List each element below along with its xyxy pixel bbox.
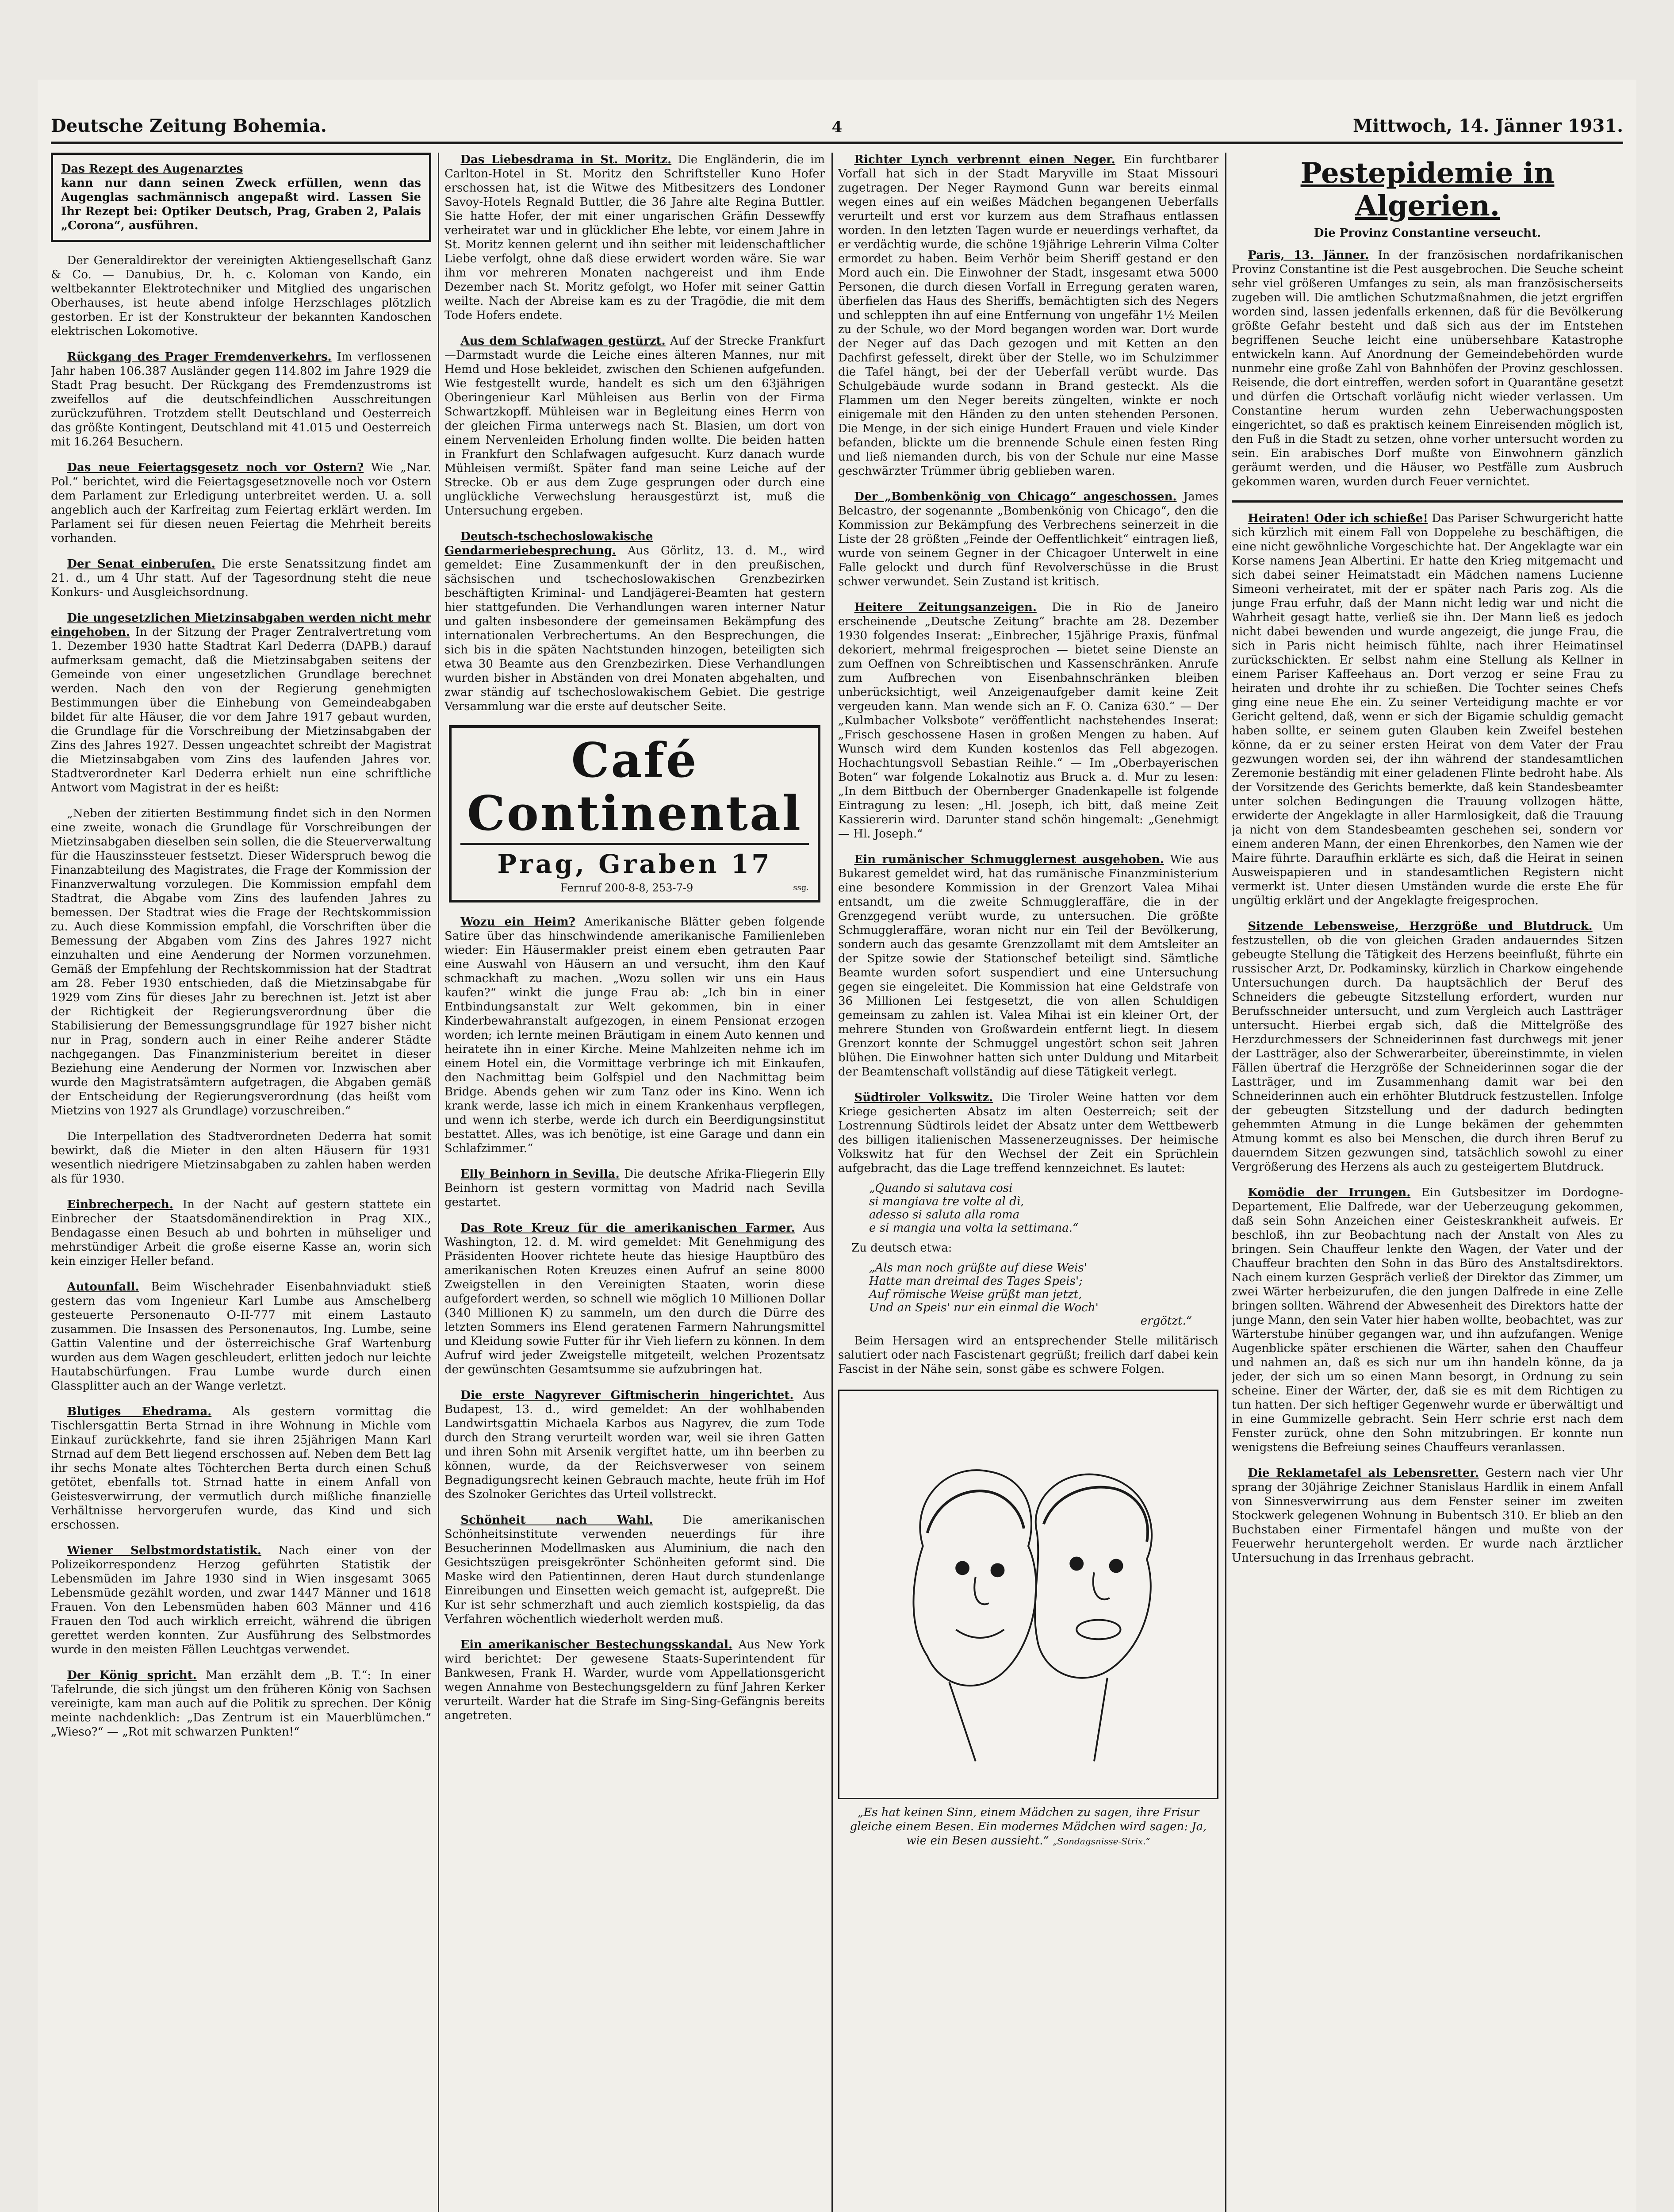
cartoon-faces-drawing — [844, 1395, 1213, 1793]
article — [444, 530, 825, 714]
article-text: Wie aus Bukarest gemeldet wird, hat das rumänische Finanzministerium eine besondere Kommission in der Grenzort Valea Mihai entsandt, um die zweite Schmuggleraffäre, die in der Grenzgegend verübt wurde, zu untersuchen. Die größte Schmuggleraffäre, woran nicht nur ein Teil der Bevölkerung, sondern auch das gesamte Grenzzollamt mit dem Amtsleiter an der Spitze sowie der Stationschef beteiligt sind. Sämtliche Beamte wurden sofort suspendiert und eine Untersuchung gegen sie eingeleitet. Die Kommission hat eine Geldstrafe von 36 Millionen Lei festgesetzt, die von allen Schuldigen gemeinsam zu zahlen ist. Valea Mihai ist ein kleiner Ort, der mehrere Stunden von Großwardein entfernt liegt. In diesem Grenzort konnte der Schmuggel ungestört schon seit Jahren blühen. Die Einwohner hatten sich unter Duldung und Mitarbeit der Beamtenschaft vollständig auf diese Tätigkeit verlegt. — [838, 853, 1218, 1079]
verse-line: ergötzt.“ — [1140, 1314, 1192, 1328]
article-text: Aus New York wird berichtet: Der gewesene Staats-Superintendent für Bankwesen, Frank H. Warder, wurde vom Appellationsgericht wegen Annahme von Bestechungsgeldern zu fünf Jahren Kerker verurteilt. Warder hat die Strafe im Sing-Sing-Gefängnis bereits angetreten. — [444, 1638, 825, 1722]
article — [444, 1221, 825, 1377]
section-divider — [1232, 500, 1623, 503]
article — [51, 611, 431, 795]
article-heading: Sitzende Lebensweise, Herzgröße und Blutdruck. — [1248, 920, 1593, 933]
article-heading: Schönheit nach Wahl. — [460, 1513, 653, 1527]
article — [444, 915, 825, 1156]
article — [444, 153, 825, 323]
article — [51, 1280, 431, 1393]
article-heading: Einbrecherpech. — [67, 1198, 173, 1211]
column-rule — [1225, 153, 1226, 2212]
article-text: Nach einer von der Polizeikorrespondenz Herzog geführten Statistik der Lebensmüden im Jahre 1930 sind in Wien insgesamt 3065 Lebensmüde gezählt worden, und zwar 1447 Männer und 1618 Frauen. Von den Lebensmüden haben 603 Männer und 416 Frauen den Tod auch wirklich erreicht, während die übrigen gerettet werden konnten. Zur Ausführung des Selbstmordes wurde in den meisten Fällen Leuchtgas verwendet. — [51, 1544, 431, 1656]
article — [838, 490, 1218, 589]
verse-line: Und an Speis' nur ein einmal die Woch' — [869, 1301, 1099, 1314]
article-heading: Das Rezept des Augenarztes — [61, 162, 243, 176]
article-text: Auf der Strecke Frankfurt—Darmstadt wurde die Leiche eines älteren Mannes, nur mit Hemd und Hose bekleidet, zwischen den Schienen aufgefunden. Wie festgestellt wurde, handelt es sich um den 63jährigen Oberingenieur Karl Mühleisen aus Berlin von der Firma Schwartzkopff. Mühleisen war in Begleitung eines Herrn von der gleichen Firma unterwegs nach St. Blasien, um dort von einem Nervenleiden Erholung finden wollte. Die beiden hatten in Frankfurt den Schlafwagen aufgesucht. Kurz danach wurde Mühleisen vermißt. Später fand man seine Leiche auf der Strecke. Ob er aus dem Zuge gesprungen oder durch eine unglückliche Verwechslung herausgestürzt ist, muß die Untersuchung ergeben. — [444, 334, 825, 518]
caption-credit: „Sondagsnisse-Strix.“ — [1053, 1836, 1150, 1847]
article-heading: Südtiroler Volkswitz. — [854, 1091, 993, 1104]
italian-verse — [869, 1182, 1218, 1235]
article-text: Das Pariser Schwurgericht hatte sich kürzlich mit einem Fall von Doppelehe zu beschäftigen, die eine nicht gewöhnliche Vorgeschichte hat. Der Angeklagte war ein Korse namens Jean Albertini. Er hatte den Krieg mitgemacht und sich dabei seiner Heimatstadt ein Mädchen namens Lucienne Simeoni verheiratet, mit der er später nach Paris zog. Als die junge Frau erfuhr, daß der Mann nicht ledig war und nicht die Wahrheit gesagt hatte, verließ sie ihn. Der Mann ließ es jedoch nicht dabei bewenden und wurde angezeigt, die junge Frau, die sich in Paris nicht heimisch fühlte, nach ihrer Heimatinsel zurückschickten. Er selbst nahm eine Stellung als Kellner in einem Pariser Kaffeehaus an. Dort verzog er seine Frau zu heiraten und drohte ihr zu schießen. Die Tochter seines Chefs ging eine neue Ehe ein. Zu seiner Verteidigung machte er vor Gericht geltend, daß, wenn er sich der Bigamie schuldig gemacht haben sollte, er seinem guten Glauben kein Zweifel bestehen könne, da er zu seiner ersten Heirat von dem Vater der Frau gezwungen worden sei, der ihn während der standesamtlichen Zeremonie beständig mit einer geladenen Flinte bedroht habe. Als der Vorsitzende des Gerichts bemerkte, daß kein Standesbeamter unter solchen Bedingungen die Trauung vollzogen hätte, erwiderte der Angeklagte in aller Harmlosigkeit, daß die Trauung ja nicht von dem Standesbeamten geschehen sei, sondern vor einem anderen Mann, der einen Ehrenkorbes, den Namen wie der Maire führte. Daraufhin erklärte es sich, daß die Heirat in seinen Ausweispapieren und in standesamtlichen Registern nicht vermerkt ist. Unter diesen Umständen wurde die erste Ehe für ungültig erklärt und der Angeklagte freigesprochen. — [1232, 512, 1623, 907]
article-heading: Die ungesetzlichen Mietzinsabgaben werden nicht mehr eingehoben. — [51, 611, 431, 639]
article — [838, 853, 1218, 1079]
article — [1232, 919, 1623, 1174]
german-verse — [869, 1261, 1218, 1328]
newspaper-page — [38, 80, 1636, 2212]
article-text: In der französischen nordafrikanischen Provinz Constantine ist die Pest ausgebrochen. Die Seuche scheint sehr viel größeren Umfanges zu sein, als man französischerseits zugeben will. Die amtlichen Schutzmaßnahmen, die jetzt ergriffen worden sind, lassen jedenfalls erkennen, daß für die Bevölkerung größte Gefahr besteht und daß sich aus der im Entstehen begriffenen Seuche leicht eine unübersehbare Katastrophe entwickeln kann. Auf Anordnung der Gemeindebehörden wurde nunmehr eine große Zahl von Bahnhöfen der Provinz geschlossen. Reisende, die dort eintreffen, werden sofort in Quarantäne gesetzt und dürfen die Ortschaft vorläufig nicht wieder verlassen. Um Constantine herum wurden zehn Ueberwachungsposten eingerichtet, so daß es praktisch keinem Einreisenden möglich ist, den Fuß in die Stadt zu setzen, ohne vorher untersucht worden zu sein. Ein arabisches Dorf mußte von Einwohnern gänzlich geräumt werden, und die Häuser, wo Pestfälle zum Ausbruch gekommen waren, wurden durch Feuer vernichtet. — [1232, 249, 1623, 488]
column-3 — [838, 153, 1218, 2212]
article-text: Amerikanische Blätter geben folgende Satire über das hinschwindende amerikanische Familienleben wieder: Ein Häusermakler preist einem eben getrauten Paar eine Auswahl von Häusern an und versucht, ihm den Kauf schmackhaft zu machen. „Wozu sollen wir uns ein Haus kaufen?“ winkt die junge Frau ab: „Ich bin in einer Entbindungsanstalt zur Welt gekommen, bin in einer Kinderbewahranstalt aufgezogen, in einem Pensionat erzogen worden; ich lernte meinen Bräutigam in einem Auto kennen und heiratete ihn in einer Kirche. Meine Mahlzeiten nehme ich im einem Hotel ein, die Vormittage verbringe ich mit Einkaufen, den Nachmittag beim Golfspiel und den Nachmittag beim Bridge. Abends gehen wir zum Tanz oder ins Kino. Wenn ich krank werde, lasse ich mich in einem Krankenhaus verpflegen, und wenn ich sterbe, werde ich durch ein Beerdigungsinstitut bestattet. Alles, was ich benötige, ist eine Garage und dann ein Schlafzimmer.“ — [444, 915, 825, 1155]
article — [838, 1091, 1218, 1376]
article-heading: Die Reklametafel als Lebensretter. — [1248, 1467, 1479, 1480]
article — [444, 1638, 825, 1723]
paper-name: Deutsche Zeitung Bohemia. — [51, 115, 327, 136]
article-heading: Blutiges Ehedrama. — [67, 1405, 212, 1418]
article — [1232, 248, 1623, 489]
article-text: Wie „Nar. Pol.“ berichtet, wird die Feiertagsgesetznovelle noch vor Ostern dem Parlament zur Erledigung unterbreitet werden. U. a. soll angeblich auch der Karfreitag zum Feiertag erklärt werden. Im Parlament sei für diesen neuen Feiertag die Mehrheit bereits vorhanden. — [51, 461, 431, 545]
article-heading: Rückgang des Prager Fremdenverkehrs. — [67, 350, 332, 364]
article-text: Ein furchtbarer Vorfall hat sich in der Stadt Maryville im Staat Missouri zugetragen. Der Neger Raymond Gunn war bereits einmal wegen eines auf ein weißes Mädchen begangenen Ueberfalls verurteilt und erst vor kurzem aus dem Strafhaus entlassen worden. In den letzten Tagen wurde er neuerdings verhaftet, da er verdächtig wurde, die schöne 19jährige Lehrerin Vilma Colter ermordet zu haben. Beim Verhör beim Sheriff gestand er den Mord auch ein. Die Einwohner der Stadt, insgesamt etwa 5000 Personen, die durch diesen Vorfall in Erregung geraten waren, überfielen das Haus des Sheriffs, bemächtigten sich des Negers und schleppten ihn auf eine Entfernung von ungefähr 1½ Meilen zu der Schule, wo der Mord begangen worden war. Dort wurde der Neger auf das Dach gezogen und mit Ketten an den Dachfirst gefesselt, direkt über der Stelle, wo im Schulzimmer die Tafel hängt, bei der der Ueberfall verübt wurde. Das Schulgebäude wurde sodann in Brand gesteckt. Als die Flammen um den Neger bereits züngelten, winkte er noch einigemale mit den Händen zu den unten stehenden Personen. Die Menge, in der sich einige Hundert Frauen und viele Kinder befanden, blickte um die brennende Schule einen festen Ring und ließ niemanden durch, bis von der Schule nur eine Masse geschwärzter Trümmer übrig geblieben waren. — [838, 153, 1218, 478]
page-number: 4 — [831, 119, 843, 136]
verse-line: e si mangia una volta la settimana.“ — [869, 1221, 1079, 1235]
article-text: Die Engländerin, die im Carlton-Hotel in St. Moritz den Schriftsteller Kuno Hofer erschossen hat, ist die Witwe des Mitbesitzers des Londoner Savoy-Hotels Regnald Buttler, die 36 Jahre alte Regina Buttler. Sie hatte Hofer, der mit einer ungarischen Gräfin Dessewffy verheiratet war und in glücklicher Ehe lebte, vor einem Jahre in St. Moritz kennen gelernt und ihn seither mit leidenschaftlicher Liebe verfolgt, ohne daß diese erwidert worden wäre. Sie war ihm vor mehreren Monaten nachgereist und ihm Ende Dezember nach St. Moritz gefolgt, wo Hofer mit seiner Gattin weilte. Nach der Abreise kam es zu der Tragödie, die mit dem Tode Hofers endete. — [444, 153, 825, 322]
verse-line: si mangiava tre volte al dì, — [869, 1195, 1024, 1208]
verse-line: adesso si saluta alla roma — [869, 1208, 1020, 1221]
article-heading: Heitere Zeitungsanzeigen. — [854, 601, 1037, 614]
ad-tag: ssg. — [793, 883, 809, 892]
ad-phone — [460, 881, 809, 895]
article-text: In der Nacht auf gestern stattete ein Einbrecher der Staatsdomänendirektion in Prag XIX., Bendagasse einen Besuch ab und bohrten in mühseliger und mehrstündiger Arbeit die große eiserne Kasse an, worin sich kein einziger Heller befand. — [51, 1198, 431, 1268]
article — [444, 1167, 825, 1210]
verse-line: Hatte man dreimal des Tages Speis'; — [869, 1275, 1083, 1288]
ad-address: Prag, Graben 17 — [497, 849, 772, 879]
article-heading: Das Liebesdrama in St. Moritz. — [460, 153, 672, 166]
section-title: Pestepidemie in Algerien. — [1300, 157, 1555, 223]
article-text: Aus Görlitz, 13. d. M., wird gemeldet: Eine Zusammenkunft der in den preußischen, sächsischen und tschechoslowakischen Grenzbezirken beschäftigten Kriminal- und Landjägerei-Beamten hat gestern hier stattgefunden. Die Verhandlungen waren interner Natur und galten insbesondere der gemeinsamen Bekämpfung des internationalen Verbrechertums. An den Besprechungen, die sich bis in die späten Nachtstunden hinzogen, beteiligten sich etwa 30 Beamte aus den Grenzbezirken. Diese Verhandlungen wurden bisher in Abständen von drei Monaten abgehalten, und zwar ständig auf tschechoslowakischem Gebiet. Die gestrige Versammlung war die erste auf deutscher Seite. — [444, 544, 825, 713]
caption-text: „Es hat keinen Sinn, einem Mädchen zu sagen, ihre Frisur gleiche einem Besen. Ein modernes Mädchen wird sagen: Ja, wie ein Besen aussieht.“ — [850, 1806, 1207, 1847]
section-subtitle: Die Provinz Constantine verseucht. — [1314, 227, 1541, 240]
column-rule — [438, 153, 439, 2212]
article-text: Die Interpellation des Stadtverordneten Dederra hat somit bewirkt, daß die Mieter in den alten Häusern für 1931 wesentlich niedrigere Mietzinsabgaben zu zahlen haben werden als für 1930. — [51, 1130, 431, 1186]
column-1 — [51, 153, 431, 2212]
ad-title: Café Continental — [467, 733, 803, 841]
article — [51, 1405, 431, 1532]
article-text: In der Sitzung der Prager Zentralvertretung vom 1. Dezember 1930 hatte Stadtrat Karl Dederra (DAPB.) darauf aufmerksam gemacht, daß die Mietzinsabgaben seitens der Gemeinde von einer ungesetzlichen Grundlage berechnet werden. Nach den von der Regierung genehmigten Bestimmungen über die Einhebung von Gemeindeabgaben bildet für alte Häuser, die vor dem Jahre 1917 gebaut wurden, die Grundlage für die Vorschreibung der Mietzinsabgaben der Zins des Jahres 1927. Dessen ungeachtet schreibt der Magistrat die Mietzinsabgaben vom Zins des laufenden Jahres vor. Stadtverordneter Karl Dederra erhielt nun eine schriftliche Antwort vom Magistrat in der es heißt: — [51, 626, 431, 795]
article-text: Die Tiroler Weine hatten vor dem Kriege gesicherten Absatz im alten Oesterreich; seit der Lostrennung Südtirols leidet der Absatz unter dem Wettbewerb des billigen italienischen Massenerzeugnisses. Der heimische Volkswitz hat für den Wechsel der Zeit ein Sprüchlein aufgebracht, das die Lage treffend kennzeichnet. Es lautet: — [838, 1091, 1218, 1175]
article — [51, 557, 431, 599]
article — [1232, 1466, 1623, 1565]
column-4 — [1232, 153, 1623, 2212]
article — [51, 350, 431, 449]
verse-line: „Quando si salutava cosi — [869, 1182, 1013, 1195]
cafe-continental-ad — [449, 725, 820, 902]
article-heading: Ein amerikanischer Bestechungsskandal. — [460, 1638, 733, 1651]
article — [51, 253, 431, 338]
article-heading: Wozu ein Heim? — [460, 915, 575, 929]
article — [1232, 1186, 1623, 1455]
article-heading: Der König spricht. — [67, 1669, 197, 1682]
article-text: Die amerikanischen Schönheitsinstitute verwenden neuerdings für ihre Besucherinnen Modellmasken aus Aluminium, die nach den Gesichtszügen preisgekrönter Schönheiten geformt sind. Die Maske wird den Patientinnen, deren Haut durch stundenlange Einreibungen und Einsetten weich gemacht ist, aufgepreßt. Die Kur ist sehr schmerzhaft und auch ziemlich kostspielig, da das Verfahren wöchentlich wiederholt werden muß. — [444, 1513, 825, 1626]
article — [51, 1198, 431, 1268]
article-heading: Das Rote Kreuz für die amerikanischen Farmer. — [460, 1221, 795, 1235]
article-heading: Richter Lynch verbrennt einen Neger. — [854, 153, 1115, 166]
article — [1232, 511, 1623, 908]
article-heading: Aus dem Schlafwagen gestürzt. — [460, 334, 666, 348]
article — [444, 1388, 825, 1502]
article-text: Um festzustellen, ob die von gleichen Graden andauerndes Sitzen gebeugte Stellung die Tätigkeit des Herzens beeinflußt, führte ein russischer Arzt, Dr. Podkaminsky, kürzlich in Charkow eingehende Untersuchungen durch. Da hauptsächlich der Beruf des Schneiders die gebeugte Sitzstellung erfordert, wurden nur Berufsschneider untersucht, und zum Vergleich auch Lastträger untersucht. Hierbei ergab sich, daß die Mittelgröße des Herzdurchmessers der Schneiderinnen fast durchwegs mit jener der Lastträger, also der Schwerarbeiter, übereinstimmte, in vielen Fällen übertraf die Herzgröße der Schneiderinnen sogar die der Lastträger, und im Zusammenhang damit war bei den Schneiderinnen auch ein erhöhter Blutdruck festzustellen. Infolge der gebeugten Sitzstellung und der dadurch bedingten gehemmten Atmung in die Lunge bekämen der gehemmten Atmung kommt es also bei Menschen, die durch ihren Beruf zu dauerndem Sitzen gezwungen sind, tatsächlich sowohl zu einer Vergrößerung des Herzens als auch zu gesteigertem Blutdruck. — [1232, 920, 1623, 1174]
article-text: Die deutsche Afrika-Fliegerin Elly Beinhorn ist gestern vormittag von Madrid nach Sevilla gestartet. — [444, 1167, 825, 1209]
column-rule — [831, 153, 833, 2212]
article-text: „Neben der zitierten Bestimmung findet sich in den Normen eine zweite, wonach die Grundlage für Vorschreibungen der Mietzinsabgaben dieselben sein sollen, die die Steuerverwaltung für die Hauszinssteuer festsetzt. Dieser Widerspruch bewog die Finanzabteilung des Magistrates, die Frage der Kommission der Finanzverwaltung vorzulegen. Die Kommission empfahl dem Stadtrat, die Abgabe vom Zins des laufenden Jahres zu bemessen. Der Stadtrat wies die Frage der Rechtskommission zu. Auch diese Kommission empfahl, die Vorschriften über die Bemessung der Abgaben vom Zins des Jahres 1927 nicht einzuhalten und eine Aenderung der Normen vorzunehmen. Gemäß der Empfehlung der Rechtskommission hat der Stadtrat am 28. Feber 1930 entschieden, daß die Mietzinsabgabe für 1929 vom Zins für dieses Jahr zu berechnen ist. Jetzt ist aber der Richtigkeit der Regierungsverordnung über die Stabilisierung der Bemessungsgrundlage für 1927 bisher nicht nur in Prag, sondern auch in einer Reihe anderer Städte nachgegangen. Das Finanzministerium bereitet in dieser Beziehung eine Aenderung der Normen vor. Inzwischen aber wurde den Magistratsämtern aufgetragen, die Abgaben gemäß der Entscheidung der Regierungsverordnung (das heißt vom Mietzins von 1927 als Grundlage) vorzuschreiben.“ — [51, 807, 431, 1118]
masthead — [51, 106, 1623, 144]
article-text: Gestern nach vier Uhr sprang der 30jährige Zeichner Stanislaus Hardlik in einem Anfall von Sinnesverwirrung aus dem Fenster seiner im zweiten Stockwerk gelegenen Wohnung in Bubentsch 310. Er blieb an den Buchstaben einer Firmentafel hängen und mußte von der Feuerwehr heruntergeholt werden. Er wurde nach ärztlicher Untersuchung in das Irrenhaus gebracht. — [1232, 1467, 1623, 1565]
article — [444, 334, 825, 518]
article-heading: Komödie der Irrungen. — [1248, 1186, 1411, 1199]
article — [838, 153, 1218, 478]
article-text: James Belcastro, der sogenannte „Bombenkönig von Chicago“, den die Kommission zur Bekämpfung des Verbrechens seinerzeit in die Liste der 28 größten „Feinde der Oeffentlichkeit“ eintragen ließ, wurde von seinem Gegner in der Chicagoer Unterwelt in eine Falle gelockt und durch fünf Revolverschüsse in die Brust schwer verwundet. Sein Zustand ist kritisch. — [838, 490, 1218, 588]
article — [51, 1544, 431, 1657]
article-heading: Heiraten! Oder ich schieße! — [1248, 512, 1428, 525]
issue-date: Mittwoch, 14. Jänner 1931. — [1352, 115, 1623, 136]
article-text: Beim Hersagen wird an entsprechender Stelle militärisch salutiert oder nach Fascistenart gegrüßt; freilich darf dabei kein Fascist in der Nähe sein, sonst gäbe es schwere Folgen. — [838, 1334, 1218, 1376]
article-text: kann nur dann seinen Zweck erfüllen, wenn das Augenglas sachmännisch angepaßt wird. Lassen Sie Ihr Rezept bei: Optiker Deutsch, Prag, Graben 2, Palais „Corona“, ausführen. — [61, 177, 421, 232]
article-text: Beim Wischehrader Eisenbahnviadukt stieß gestern das vom Ingenieur Karl Lumbe aus Amschelberg gesteuerte Personenauto O-II-777 mit einem Lastauto zusammen. Die Insassen des Personenautos, Ing. Lumbe, seine Gattin Valentine und der österreichische Graf Wartenburg wurden aus dem Wagen geschleudert, erlitten jedoch nur leichte Hautabschürfungen. Frau Lumbe wurde durch einen Glassplitter auch an der Wange verletzt. — [51, 1280, 431, 1393]
article-text: Aus Budapest, 13. d., wird gemeldet: An der wohlhabenden Landwirtsgattin Michaela Karbos aus Nagyrev, die zum Tode durch den Strang verurteilt worden war, weil sie ihren Gatten und ihren Sohn mit Arsenik vergiftet hatte, um ihn beerben zu können, wurde, da der Reichsverweser von seinem Begnadigungsrecht keinen Gebrauch machte, heute früh im Hof des Szolnoker Gerichtes das Urteil vollstreckt. — [444, 1389, 825, 1501]
article-heading: Die erste Nagyrever Giftmischerin hingerichtet. — [460, 1389, 794, 1402]
article-text: Der Generaldirektor der vereinigten Aktiengesellschaft Ganz & Co. — Danubius, Dr. h. c. Koloman von Kando, ein weltbekannter Elektrotechniker und Mitglied des ungarischen Oberhauses, ist heute abend infolge Herzschlages plötzlich gestorben. Er ist der Konstrukteur der bekannten Kandoschen elektrischen Lokomotive. — [51, 254, 431, 338]
article-text: Im verflossenen Jahr haben 106.387 Ausländer gegen 114.802 im Jahre 1929 die Stadt Prag besucht. Der Rückgang des Fremdenzustroms ist zweifellos auf die deutschfeindlichen Ausschreitungen zurückzuführen. Trotzdem stellt Deutschland und Oesterreich das größte Kontingent, Deutschland mit 41.015 und Oesterreich mit 16.264 Besuchern. — [51, 350, 431, 449]
article-heading: Autounfall. — [67, 1280, 139, 1294]
cartoon-illustration — [838, 1390, 1218, 1799]
translation-intro: Zu deutsch etwa: — [851, 1241, 952, 1255]
article — [51, 1129, 431, 1186]
ad-divider — [460, 843, 809, 845]
article-heading: Deutsch-tschechoslowakische Gendarmeriebesprechung. — [444, 530, 653, 557]
article — [51, 1668, 431, 1739]
article-heading: Der Senat einberufen. — [67, 557, 215, 571]
article — [838, 600, 1218, 841]
article-heading: Ein rumänischer Schmugglernest ausgehoben. — [854, 853, 1164, 866]
article-heading: Wiener Selbstmordstatistik. — [67, 1544, 261, 1557]
article — [51, 461, 431, 545]
article-text: Aus Washington, 12. d. M. wird gemeldet: Mit Genehmigung des Präsidenten Hoover richtete heute das hiesige Hauptbüro des amerikanischen Roten Kreuzes einen Aufruf an seine 8000 Zweigstellen in den Vereinigten Staaten, worin diese aufgefordert werden, so schnell wie möglich 10 Millionen Dollar (340 Millionen K) zu sammeln, um den durch die Dürre des letzten Sommers ins Elend geratenen Farmern Nahrungsmittel und Kleidung sowie Futter für ihr Vieh liefern zu können. In dem Aufruf wird jeder Zweigstelle mitgeteilt, welchen Prozentsatz der gewünschten Gesamtsumme sie aufzubringen hat. — [444, 1221, 825, 1376]
verse-line: „Als man noch grüßte auf diese Weis' — [869, 1261, 1087, 1275]
optician-ad — [51, 153, 431, 242]
column-2 — [444, 153, 825, 2212]
article — [444, 1513, 825, 1626]
verse-line: Auf römische Weise grüßt man jetzt, — [869, 1288, 1082, 1301]
ad-phone-text: Fernruf 200-8-8, 253-7-9 — [560, 882, 693, 894]
article-text: Ein Gutsbesitzer im Dordogne-Departement, Elie Dalfrede, war der Ueberzeugung gekommen, daß sein Sohn Anzeichen einer Geisteskrankheit aufweis. Er beschloß, ihn zur Beobachtung nach der Anstalt von Ales zu bringen. Sein Chauffeur lenkte den Wagen, der Vater und der Chauffeur brachten den Sohn in das Büro des Anstaltsdirektors. Nach einem kurzen Gespräch verließ der Direktor das Zimmer, um zwei Wärter herbeizurufen, die den jungen Dalfrede in eine Zelle bringen sollten. Während der Abwesenheit des Direktors hatte der junge Mann, den sein Vater hier haben wollte, beobachtet, was zur Wärterstube hinüber gegangen war, und ihn aufzufangen. Wenige Augenblicke später erschienen die Wärter, sahen den Chauffeur und nahmen an, daß es sich nur um ihn handeln könne, da ja jeder, der sich um so einen Mann besorgt, in Ordnung zu sein scheine. Einer der Wärter, der, daß sie es mit dem Richtigen zu tun hatten. Der sich heftiger Gegenwehr wurde er überwältigt und in eine Gummizelle gebracht. Sein Herr schrie erst nach dem Fenster zurück, ohne den Sohn mitzubringen. Er konnte nun wenigstens die Befreiung seines Chauffeurs veranlassen. — [1232, 1186, 1623, 1454]
cartoon-caption — [838, 1805, 1218, 1848]
article-heading: Der „Bombenkönig von Chicago“ angeschossen. — [854, 490, 1177, 503]
article-heading: Elly Beinhorn in Sevilla. — [460, 1167, 620, 1181]
article-text: Die in Rio de Janeiro erscheinende „Deutsche Zeitung“ brachte am 28. Dezember 1930 folgendes Inserat: „Einbrecher, 15jährige Praxis, fünfmal dekoriert, mehrmal freigesprochen — bietet seine Dienste an zum Oeffnen von Schreibtischen und Kassenschränken. Anrufe zum Aufbrechen von Eisenbahnschränken bleiben unberücksichtigt, weil Anzeigenaufgeber damit keine Zeit vergeuden kann. Man wende sich an F. O. Caniza 630.“ — Der „Kulmbacher Volksbote“ veröffentlicht nachstehendes Inserat: „Frisch geschossene Hasen in großen Mengen zu haben. Auf Wunsch wird dem Kunden kostenlos das Fell abgezogen. Hochachtungsvoll Sebastian Reihle.“ — Im „Oberbayerischen Boten“ war folgende Lokalnotiz aus Bruck a. d. Mur zu lesen: „In dem Bittbuch der Obernberger Gnadenkapelle ist folgende Eintragung zu lesen: „Hl. Joseph, ich bitt, daß meine Zeit Kassiererin wird. Darunter stand schön hingemalt: „Genehmigt — Hl. Joseph.“ — [838, 601, 1218, 841]
article-heading: Das neue Feiertagsgesetz noch vor Ostern? — [67, 461, 364, 474]
article — [51, 806, 431, 1118]
article-text: Als gestern vormittag die Tischlersgattin Berta Strnad in ihre Wohnung in Michle vom Einkauf zurückkehrte, fand sie ihren 25jährigen Mann Karl Strnad auf dem Bett liegend erschossen auf. Neben dem Bett lag ihr sechs Monate altes Töchterchen Berta durch einen Schuß getötet, ebenfalls tot. Strnad hatte in einem Anfall von Geistesverwirrung, der vermutlich durch mißliche finanzielle Verhältnisse hervorgerufen wurde, das Kind und sich erschossen. — [51, 1405, 431, 1532]
article-text: Die erste Senatssitzung findet am 21. d., um 4 Uhr statt. Auf der Tagesordnung steht die neue Konkurs- und Ausgleichsordnung. — [51, 557, 431, 599]
article-heading: Paris, 13. Jänner. — [1248, 249, 1369, 262]
article-text: Man erzählt dem „B. T.“: In einer Tafelrunde, die sich jüngst um den früheren König von Sachsen vereinigte, kam man auch auf die Politik zu sprechen. Der König meinte nachdenklich: „Das Zentrum ist ein Mauerblümchen.“ „Wieso?“ — „Rot mit schwarzen Punkten!“ — [51, 1669, 431, 1739]
